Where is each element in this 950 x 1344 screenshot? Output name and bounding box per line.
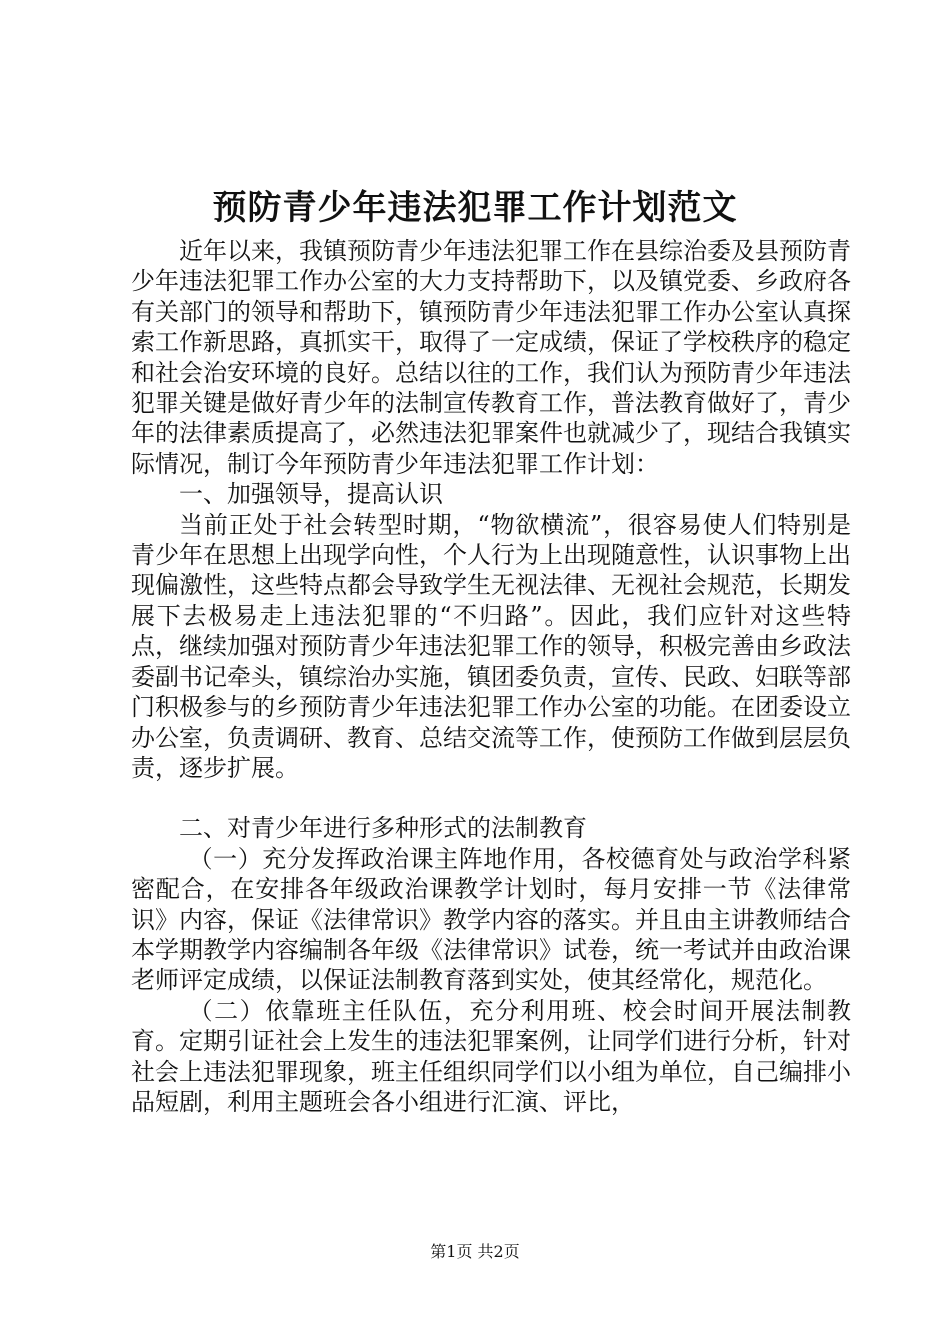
section-heading-1: 一、加强领导，提高认识 [179, 480, 443, 509]
section-heading-2: 二、对青少年进行多种形式的法制教育 [179, 814, 587, 843]
section-1-paragraph: 当前正处于社会转型时期，“物欲横流”，很容易使人们特别是青少年在思想上出现学向性，个人行为上出现随意性，认识事物上出现偏激性，这些特点都会导致学生无视法律、无视社会规范，长期发展下去极易走上违法犯罪的“不归路”。因此，我们应针对这些特点，继续加强对预防青少年违法犯罪工作的领导，积极完善由乡政法委副书记牵头，镇综治办实施，镇团委负责，宣传、民政、妇联等部门积极参与的乡预防青少年违法犯罪工作办公室的功能。在团委设立办公室，负责调研、教育、总结交流等工作，使预防工作做到层层负责，逐步扩展。 [131, 510, 851, 782]
paragraph-gap [131, 783, 851, 813]
subsection-2-paragraph: （二）依靠班主任队伍，充分利用班、校会时间开展法制教育。定期引证社会上发生的违法犯罪案例，让同学们进行分析，针对社会上违法犯罪现象，班主任组织同学们以小组为单位，自己编排小品短剧，利用主题班会各小组进行汇演、评比， [131, 996, 851, 1116]
subsection-1-paragraph: （一）充分发挥政治课主阵地作用，各校德育处与政治学科紧密配合，在安排各年级政治课教学计划时，每月安排一节《法律常识》内容，保证《法律常识》教学内容的落实。并且由主讲教师结合本学期教学内容编制各年级《法律常识》试卷，统一考试并由政治课老师评定成绩，以保证法制教育落到实处，使其经常化，规范化。 [131, 844, 851, 995]
page-footer: 第1页 共2页 [430, 1242, 520, 1261]
document-body [131, 236, 851, 1117]
intro-paragraph: 近年以来，我镇预防青少年违法犯罪工作在县综治委及县预防青少年违法犯罪工作办公室的大力支持帮助下，以及镇党委、乡政府各有关部门的领导和帮助下，镇预防青少年违法犯罪工作办公室认真探索工作新思路，真抓实干，取得了一定成绩，保证了学校秩序的稳定和社会治安环境的良好。总结以往的工作，我们认为预防青少年违法犯罪关键是做好青少年的法制宣传教育工作，普法教育做好了，青少年的法律素质提高了，必然违法犯罪案件也就减少了，现结合我镇实际情况，制订今年预防青少年违法犯罪工作计划： [131, 237, 851, 478]
document-title: 预防青少年违法犯罪工作计划范文 [212, 188, 738, 228]
